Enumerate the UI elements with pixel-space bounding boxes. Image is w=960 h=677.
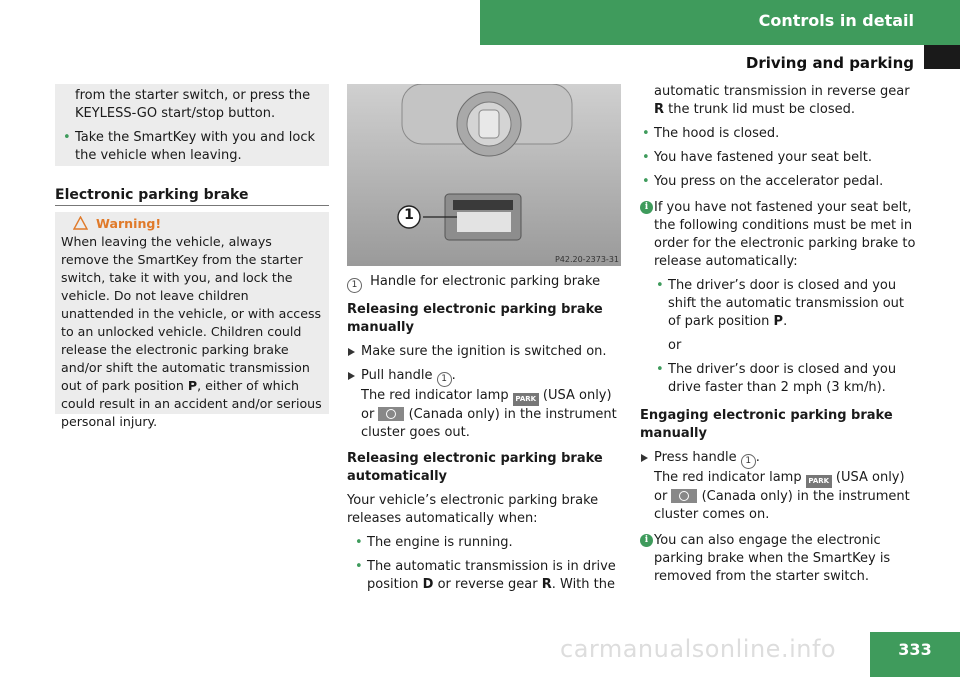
info-smartkey: i You can also engage the electronic parking brake when the SmartKey is removed from the starter switch. [640, 532, 920, 586]
info-icon: i [640, 201, 653, 214]
heading-release-manual: Releasing electronic parking brake manually [347, 302, 603, 335]
header-tab [924, 45, 960, 69]
auto-intro: Your vehicle’s electronic parking brake releases automatically when: [347, 493, 599, 526]
section-heading: Electronic parking brake [55, 187, 249, 203]
heading-release-auto: Releasing electronic parking brake automatically [347, 451, 603, 484]
chapter-title: Controls in detail [758, 11, 914, 30]
bullet-hood: • The hood is closed. [640, 125, 920, 143]
image-caption: 1 Handle for electronic parking brake [347, 273, 621, 293]
bullet-seatbelt: • You have fastened your seat belt. [640, 149, 920, 167]
park-lamp-icon: PARK [513, 393, 539, 406]
park-lamp-icon: PARK [806, 475, 832, 488]
info-icon: i [640, 534, 653, 547]
parking-brake-lamp-icon [671, 489, 697, 503]
continued-text: from the starter switch, or press the KEYLESS-GO start/stop button. [75, 88, 311, 121]
page-number: 333 [870, 632, 960, 677]
warning-panel [55, 212, 329, 429]
image-code: P42.20-2373-31 [554, 255, 619, 264]
subbullet-door-shift: • The driver’s door is closed and you shift the automatic transmission out of park position P. [654, 277, 920, 331]
image-callout-1: 1 [404, 207, 414, 223]
right-text [640, 83, 920, 586]
bullet-engine: • The engine is running. [353, 534, 621, 552]
watermark: carmanualsonline.info [560, 635, 837, 663]
parking-brake-handle-illustration [347, 84, 621, 266]
bullet-transmission: • The automatic transmission is in drive position D or reverse gear R. With the [353, 558, 621, 594]
dashboard-image [347, 84, 621, 266]
warning-title-row [61, 215, 323, 233]
middle-text [347, 273, 621, 594]
callout-1-icon: 1 [347, 278, 362, 293]
bullet-smartkey: • Take the SmartKey with you and lock the vehicle when leaving. [61, 129, 323, 165]
warning-triangle-icon [73, 216, 88, 230]
section-rule [55, 205, 329, 206]
continued-panel [55, 84, 329, 166]
step-ignition: Make sure the ignition is switched on. [347, 343, 621, 361]
section-title: Driving and parking [745, 54, 914, 72]
heading-engage-manual: Engaging electronic parking brake manually [640, 408, 893, 441]
step-pull-handle: Pull handle 1 . The red indicator lamp PARK (USA only) or (Canada only) in the instrument cluster goes out. [347, 367, 621, 442]
continued-reverse: automatic transmission in reverse gear R the trunk lid must be closed. [654, 84, 910, 117]
warning-text: When leaving the vehicle, always remove the SmartKey from the starter switch, take it with you, and lock the vehicle. Do not leave children unattended in the vehicle, or with access to an unlocked vehicle. Children could release the electronic parking brake and/or shift the automatic transmission out of park position P, either of which could result in an accident and/or serious personal injury. [61, 234, 322, 429]
parking-brake-lamp-icon [378, 407, 404, 421]
callout-1-icon: 1 [741, 454, 756, 469]
step-press-handle: Press handle 1 . The red indicator lamp PARK (USA only) or (Canada only) in the instrument cluster comes on. [640, 449, 920, 524]
subbullet-door-drive: • The driver’s door is closed and you drive faster than 2 mph (3 km/h). [654, 361, 920, 397]
warning-title: Warning! [96, 216, 162, 231]
subbullet-or: or [668, 338, 682, 353]
info-seatbelt: i If you have not fastened your seat belt, the following conditions must be met in order for the electronic parking brake to release automatically: [640, 199, 920, 271]
bullet-accelerator: • You press on the accelerator pedal. [640, 173, 920, 191]
callout-1-icon: 1 [437, 372, 452, 387]
